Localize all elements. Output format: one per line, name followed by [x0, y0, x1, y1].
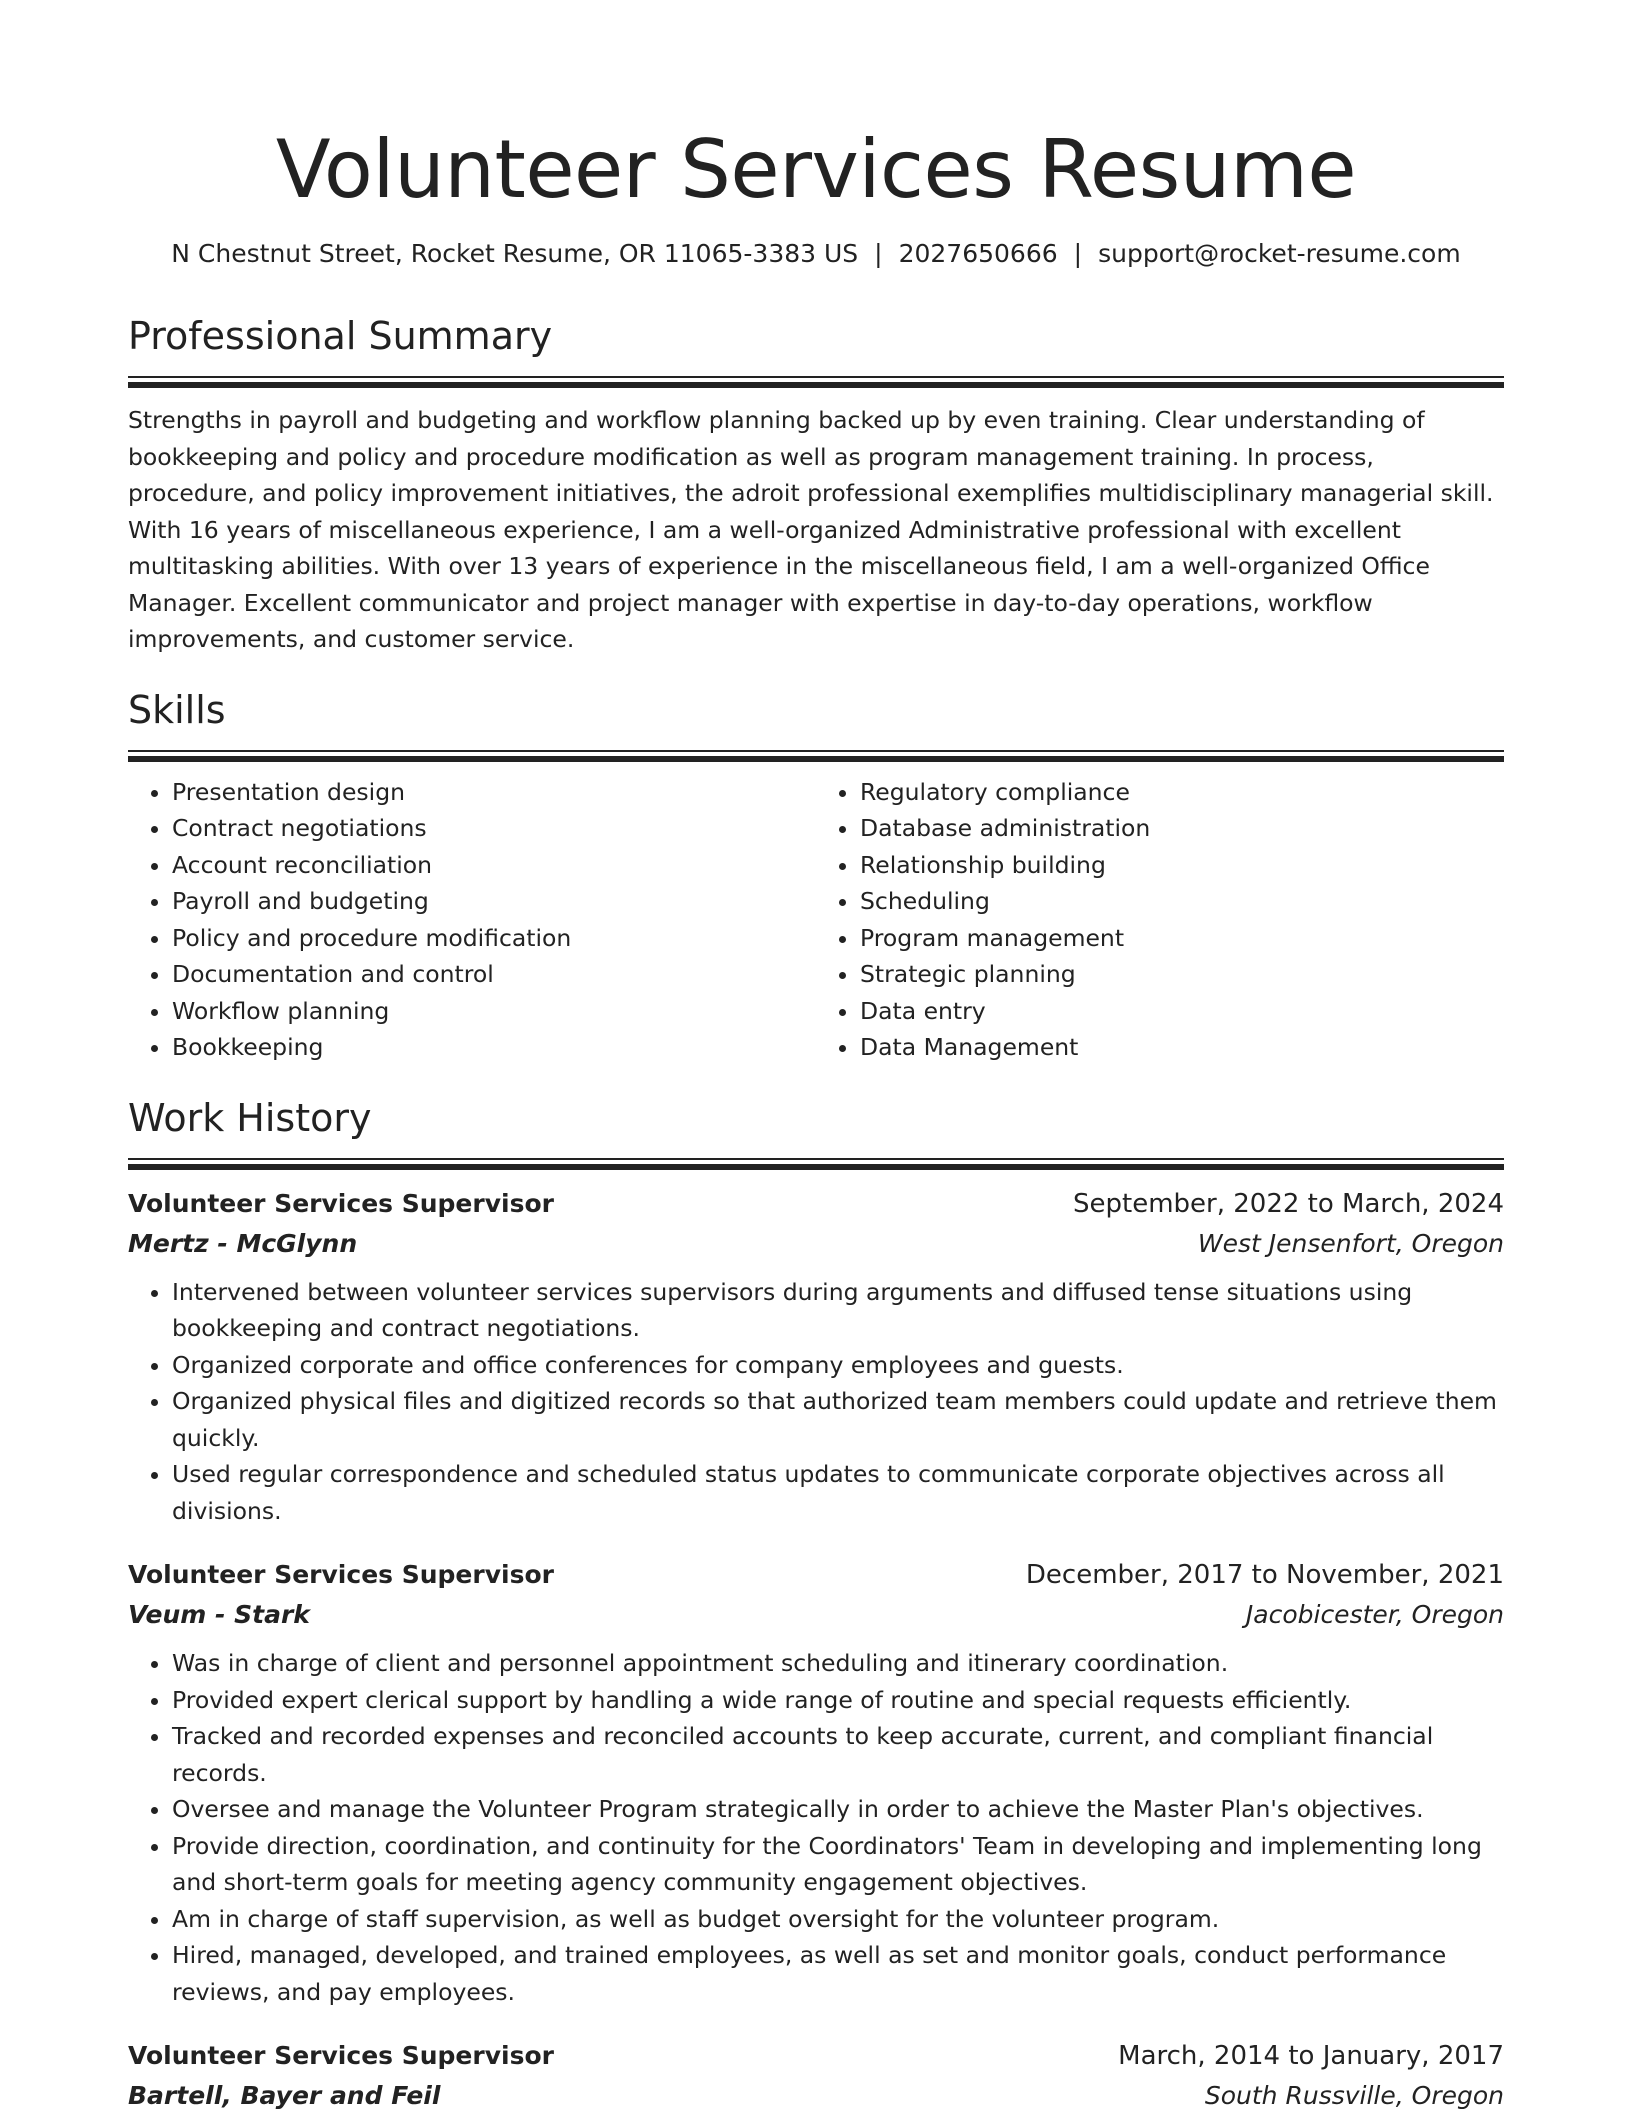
contact-email: support@rocket-resume.com [1098, 239, 1461, 268]
skill-item: • Workflow planning [172, 993, 816, 1030]
job-header-row [128, 2036, 1504, 2076]
job-location: Jacobicester, Oregon [1246, 1595, 1504, 1635]
skill-item: • Program management [860, 920, 1504, 957]
job-bullet: • Provide direction, coordination, and continuity for the Coordinators' Team in developing and implementing long and short-term goals for meeting agency community engagement objectives. [172, 1828, 1504, 1901]
job-header-row [128, 1184, 1504, 1224]
skill-item: • Account reconciliation [172, 847, 816, 884]
job-bullet: • Organized physical files and digitized records so that authorized team members could update and retrieve them quickly. [172, 1383, 1504, 1456]
skill-item: • Relationship building [860, 847, 1504, 884]
job-list [128, 1184, 1504, 2116]
job-dates: September, 2022 to March, 2024 [1073, 1184, 1504, 1224]
skills-section [128, 684, 1504, 1066]
skill-item: • Strategic planning [860, 956, 1504, 993]
job-entry [128, 2036, 1504, 2116]
job-header-row [128, 1555, 1504, 1595]
job-entry [128, 1555, 1504, 2010]
job-company-row [128, 1595, 1504, 1635]
job-title: Volunteer Services Supervisor [128, 2036, 554, 2076]
job-location: South Russville, Oregon [1205, 2076, 1504, 2116]
skills-columns [128, 774, 1504, 1066]
job-bullet: • Used regular correspondence and scheduled status updates to communicate corporate objectives across all divisions. [172, 1456, 1504, 1529]
skill-item: • Scheduling [860, 883, 1504, 920]
skill-item: • Regulatory compliance [860, 774, 1504, 811]
job-title: Volunteer Services Supervisor [128, 1184, 554, 1224]
contact-address: N Chestnut Street, Rocket Resume, OR 11065-3383 US [171, 239, 858, 268]
job-bullet: • Hired, managed, developed, and trained employees, as well as set and monitor goals, conduct performance reviews, and pay employees. [172, 1937, 1504, 2010]
section-heading: Work History [128, 1092, 1504, 1144]
contact-phone: 2027650666 [899, 239, 1058, 268]
job-company: Veum - Stark [128, 1595, 310, 1635]
job-dates: December, 2017 to November, 2021 [1026, 1555, 1504, 1595]
job-bullet: • Am in charge of staff supervision, as well as budget oversight for the volunteer program. [172, 1901, 1504, 1938]
skills-list-right [816, 774, 1504, 1066]
section-heading: Skills [128, 684, 1504, 736]
job-bullet: • Organized corporate and office conferences for company employees and guests. [172, 1347, 1504, 1384]
resume-title: Volunteer Services Resume [128, 118, 1504, 222]
job-bullet: • Was in charge of client and personnel appointment scheduling and itinerary coordination. [172, 1645, 1504, 1682]
job-bullet: • Intervened between volunteer services supervisors during arguments and diffused tense situations using bookkeeping and contract negotiations. [172, 1274, 1504, 1347]
job-company-row [128, 1224, 1504, 1264]
professional-summary-section [128, 310, 1504, 658]
job-bullets [128, 1645, 1504, 2010]
skill-item: • Bookkeeping [172, 1029, 816, 1066]
job-company-row [128, 2076, 1504, 2116]
skill-item: • Database administration [860, 810, 1504, 847]
skill-item: • Payroll and budgeting [172, 883, 816, 920]
job-bullets [128, 1274, 1504, 1530]
section-divider [128, 750, 1504, 762]
job-company: Mertz - McGlynn [128, 1224, 357, 1264]
job-bullet: • Tracked and recorded expenses and reconciled accounts to keep accurate, current, and compliant financial records. [172, 1718, 1504, 1791]
job-location: West Jensenfort, Oregon [1198, 1224, 1504, 1264]
skill-item: • Policy and procedure modification [172, 920, 816, 957]
job-title: Volunteer Services Supervisor [128, 1555, 554, 1595]
job-company: Bartell, Bayer and Feil [128, 2076, 440, 2116]
skill-item: • Presentation design [172, 774, 816, 811]
section-divider [128, 376, 1504, 388]
contact-separator: | [858, 239, 898, 268]
section-divider [128, 1158, 1504, 1170]
job-bullet: • Oversee and manage the Volunteer Program strategically in order to achieve the Master Plan's objectives. [172, 1791, 1504, 1828]
skill-item: • Contract negotiations [172, 810, 816, 847]
skills-list-left [128, 774, 816, 1066]
work-history-section [128, 1092, 1504, 2116]
contact-separator: | [1058, 239, 1098, 268]
summary-text: Strengths in payroll and budgeting and workflow planning backed up by even training. Clear understanding of bookkeeping and policy and procedure modification as well as program management training. In process, procedure, and policy improvement initiatives, the adroit professional exemplifies multidisciplinary managerial skill. With 16 years of miscellaneous experience, I am a well-organized Administrative professional with excellent multitasking abilities. With over 13 years of experience in the miscellaneous field, I am a well-organized Office Manager. Excellent communicator and project manager with expertise in day-to-day operations, workflow improvements, and customer service. [128, 402, 1504, 658]
skill-item: • Documentation and control [172, 956, 816, 993]
contact-line [128, 234, 1504, 274]
section-heading: Professional Summary [128, 310, 1504, 362]
skill-item: • Data entry [860, 993, 1504, 1030]
job-entry [128, 1184, 1504, 1530]
skill-item: • Data Management [860, 1029, 1504, 1066]
job-bullet: • Provided expert clerical support by handling a wide range of routine and special requests efficiently. [172, 1682, 1504, 1719]
job-dates: March, 2014 to January, 2017 [1118, 2036, 1504, 2076]
